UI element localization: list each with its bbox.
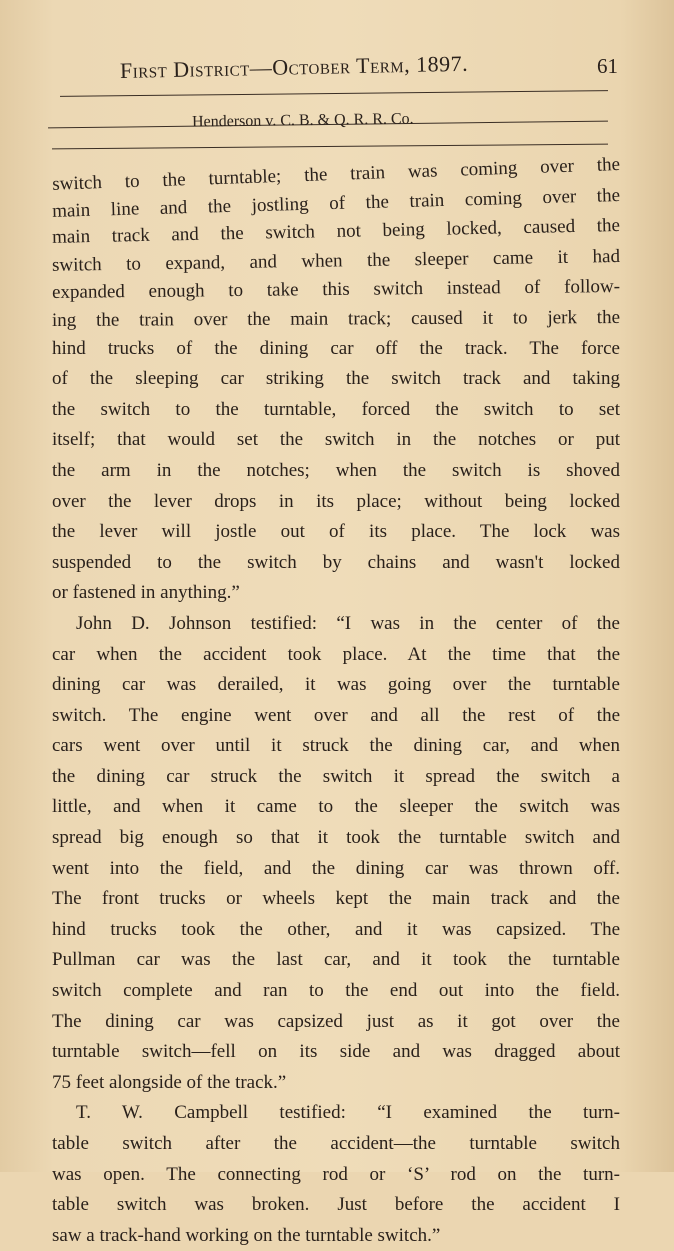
text-line: switch to the turntable; the train was coming over the <box>51 154 621 195</box>
text-line: Pullman car was the last car, and it took the turntable <box>52 949 620 971</box>
page-number: 61 <box>597 54 618 78</box>
text-line: T. W. Campbell testified: “I examined the turn- <box>76 1102 620 1124</box>
case-title-rule-bottom <box>52 144 608 150</box>
text-line: switch to expand, and when the sleeper came it had <box>51 245 621 276</box>
text-line: itself; that would set the switch in the notches or put <box>52 429 620 451</box>
text-line: ing the train over the main track; caused it to jerk the <box>51 306 621 331</box>
text-line: turntable switch—fell on its side and was dragged about <box>52 1041 620 1063</box>
text-line: suspended to the switch by chains and wasn't locked <box>52 551 620 573</box>
text-line: 75 feet alongside of the track.” <box>52 1071 287 1093</box>
text-line: table switch was broken. Just before the accident I <box>52 1194 620 1216</box>
body-text <box>52 150 620 1251</box>
text-line: expanded enough to take this switch instead of follow- <box>51 276 621 304</box>
text-line: the arm in the notches; when the switch is shoved <box>52 459 620 481</box>
text-line: switch complete and ran to the end out into the field. <box>52 980 620 1002</box>
text-line: hind trucks took the other, and it was capsized. The <box>52 918 620 940</box>
text-line: over the lever drops in its place; without being locked <box>52 490 620 512</box>
text-line: hind trucks of the dining car off the track. The force <box>52 337 620 359</box>
text-line: little, and when it came to the sleeper the switch was <box>52 796 620 818</box>
text-line: the lever will jostle out of its place. The lock was <box>52 521 620 543</box>
text-line: switch. The engine went over and all the rest of the <box>52 704 620 726</box>
text-line: or fastened in anything.” <box>52 582 240 604</box>
page-header <box>120 52 620 88</box>
text-line: table switch after the accident—the turntable switch <box>52 1133 620 1154</box>
text-line: spread big enough so that it took the turntable switch and <box>52 827 620 849</box>
case-title: Henderson v. C. B. & Q. R. R. Co. <box>191 110 414 131</box>
text-line: car when the accident took place. At the time that the <box>52 643 620 665</box>
text-line: main track and the switch not being locked, caused the <box>51 215 621 249</box>
header-rule <box>60 90 608 97</box>
text-line: went into the field, and the dining car was thrown off. <box>52 857 620 879</box>
text-line: was open. The connecting rod or ‘S’ rod on the turn- <box>52 1163 620 1185</box>
running-head: First District—October Term, 1897. <box>119 50 469 83</box>
text-line: John D. Johnson testified: “I was in the center of the <box>76 612 620 634</box>
text-line: of the sleeping car striking the switch track and taking <box>52 368 620 390</box>
text-line: The dining car was capsized just as it got over the <box>52 1010 620 1032</box>
text-line: dining car was derailed, it was going over the turntable <box>52 674 620 696</box>
text-line: main line and the jostling of the train coming over the <box>51 184 621 222</box>
text-line: cars went over until it struck the dining car, and when <box>52 735 620 757</box>
text-line: The front trucks or wheels kept the main track and the <box>52 888 620 910</box>
text-line: saw a track-hand working on the turntable switch.” <box>52 1224 441 1246</box>
text-line: the switch to the turntable, forced the switch to set <box>52 398 620 420</box>
text-line: the dining car struck the switch it spread the switch a <box>52 765 620 787</box>
